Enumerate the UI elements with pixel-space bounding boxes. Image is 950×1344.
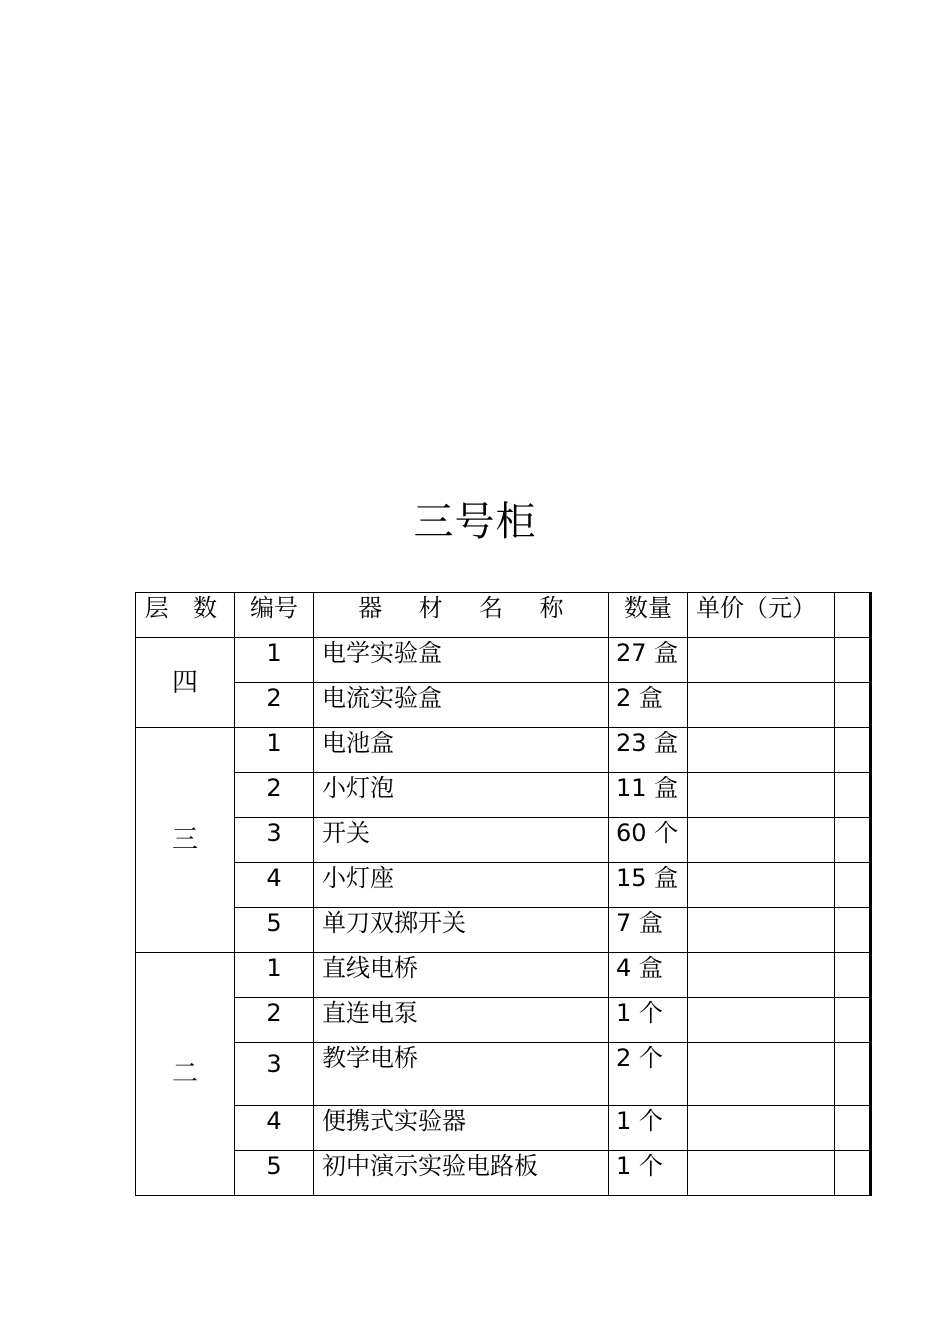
item-name: 便携式实验器	[314, 1106, 609, 1151]
item-empty-cell	[835, 728, 871, 773]
header-empty-cell	[835, 593, 871, 638]
item-unit-price	[688, 1106, 835, 1151]
table-row	[136, 998, 871, 1043]
item-unit-price	[688, 1151, 835, 1196]
table-row	[136, 818, 871, 863]
item-name: 小灯座	[314, 863, 609, 908]
table-row	[136, 1151, 871, 1196]
item-number: 3	[235, 1043, 314, 1106]
item-unit-price	[688, 1043, 835, 1106]
item-name: 初中演示实验电路板	[314, 1151, 609, 1196]
item-number: 1	[235, 728, 314, 773]
item-quantity: 27 盒	[609, 638, 688, 683]
table-row	[136, 683, 871, 728]
item-quantity: 7 盒	[609, 908, 688, 953]
item-empty-cell	[835, 908, 871, 953]
table-row	[136, 953, 871, 998]
item-quantity: 11 盒	[609, 773, 688, 818]
item-empty-cell	[835, 863, 871, 908]
table-row	[136, 728, 871, 773]
item-empty-cell	[835, 638, 871, 683]
header-unit-price: 单价（元）	[688, 593, 835, 638]
item-name: 电池盒	[314, 728, 609, 773]
header-row	[136, 593, 871, 638]
item-empty-cell	[835, 1043, 871, 1106]
header-number: 编号	[235, 593, 314, 638]
item-number: 5	[235, 1151, 314, 1196]
item-number: 2	[235, 683, 314, 728]
item-empty-cell	[835, 818, 871, 863]
item-number: 3	[235, 818, 314, 863]
item-quantity: 2 个	[609, 1043, 688, 1106]
item-number: 5	[235, 908, 314, 953]
item-name: 电学实验盒	[314, 638, 609, 683]
item-unit-price	[688, 683, 835, 728]
item-number: 2	[235, 998, 314, 1043]
header-quantity: 数量	[609, 593, 688, 638]
item-name: 电流实验盒	[314, 683, 609, 728]
header-name: 器 材 名 称	[314, 593, 609, 638]
item-name: 教学电桥	[314, 1043, 609, 1106]
item-quantity: 1 个	[609, 1151, 688, 1196]
table-row	[136, 773, 871, 818]
item-empty-cell	[835, 773, 871, 818]
item-number: 4	[235, 1106, 314, 1151]
item-unit-price	[688, 773, 835, 818]
item-number: 2	[235, 773, 314, 818]
item-quantity: 4 盒	[609, 953, 688, 998]
item-quantity: 1 个	[609, 998, 688, 1043]
item-unit-price	[688, 953, 835, 998]
item-name: 小灯泡	[314, 773, 609, 818]
table-row	[136, 1043, 871, 1106]
item-empty-cell	[835, 953, 871, 998]
item-empty-cell	[835, 683, 871, 728]
table-row	[136, 1106, 871, 1151]
item-number: 4	[235, 863, 314, 908]
item-quantity: 60 个	[609, 818, 688, 863]
layer-label: 四	[171, 667, 198, 698]
item-quantity: 2 盒	[609, 683, 688, 728]
page-title: 三号柜	[413, 499, 537, 545]
item-unit-price	[688, 728, 835, 773]
item-unit-price	[688, 863, 835, 908]
item-empty-cell	[835, 1151, 871, 1196]
table-row	[136, 908, 871, 953]
layer-cell	[136, 953, 235, 1196]
item-empty-cell	[835, 998, 871, 1043]
item-name: 单刀双掷开关	[314, 908, 609, 953]
item-quantity: 15 盒	[609, 863, 688, 908]
item-unit-price	[688, 908, 835, 953]
layer-label: 二	[171, 1059, 198, 1089]
item-name: 直连电泵	[314, 998, 609, 1043]
table-row	[136, 863, 871, 908]
header-layer: 层 数	[136, 593, 235, 638]
layer-label: 三	[171, 825, 198, 855]
item-quantity: 23 盒	[609, 728, 688, 773]
item-empty-cell	[835, 1106, 871, 1151]
item-number: 1	[235, 953, 314, 998]
item-unit-price	[688, 818, 835, 863]
item-unit-price	[688, 638, 835, 683]
item-quantity: 1 个	[609, 1106, 688, 1151]
item-unit-price	[688, 998, 835, 1043]
item-name: 直线电桥	[314, 953, 609, 998]
item-name: 开关	[314, 818, 609, 863]
inventory-table	[135, 592, 872, 1196]
table-row	[136, 638, 871, 683]
item-number: 1	[235, 638, 314, 683]
layer-cell	[136, 728, 235, 953]
layer-cell	[136, 638, 235, 728]
